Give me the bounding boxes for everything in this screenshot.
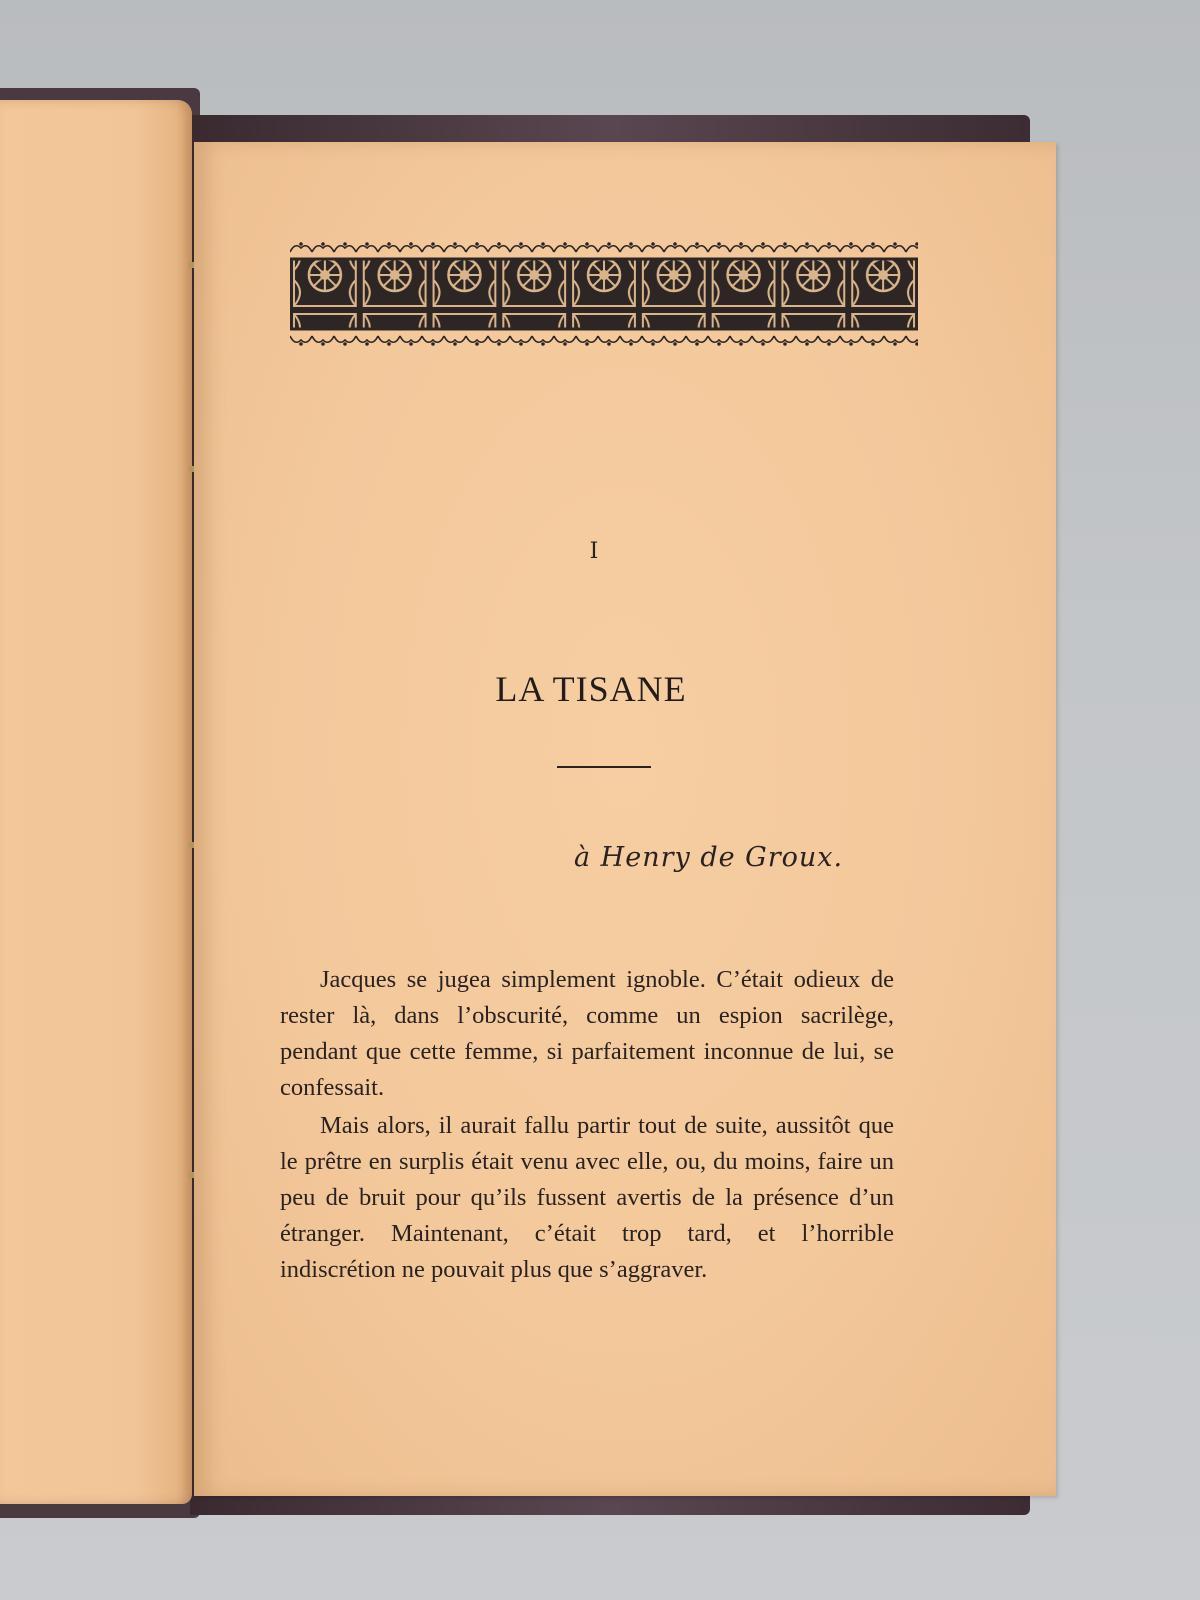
ornamental-header-band xyxy=(290,240,918,348)
paragraph: Jacques se jugea simplement ignoble. C’était odieux de rester là, dans l’obscurité, comme un espion sacrilège, pendant que cette femme, si parfaitement inconnue de lui, se confessait. xyxy=(280,966,894,1101)
right-page xyxy=(194,142,1056,1496)
dedication: à Henry de Groux. xyxy=(574,842,844,873)
left-page xyxy=(0,100,192,1504)
paragraph: Mais alors, il aurait fallu partir tout de suite, aussitôt que le prêtre en surplis était venu avec elle, ou, du moins, faire un peu de bruit pour qu’ils fussent avertis de la présence d’un étranger. Maintenant, c’était trop tard, et l’horrible indiscrétion ne pouvait plus que s’aggraver. xyxy=(280,1112,894,1283)
body-text xyxy=(280,962,894,1290)
chapter-number: I xyxy=(589,539,599,564)
title-rule xyxy=(557,766,651,768)
chapter-title: LA TISANE xyxy=(495,669,687,709)
